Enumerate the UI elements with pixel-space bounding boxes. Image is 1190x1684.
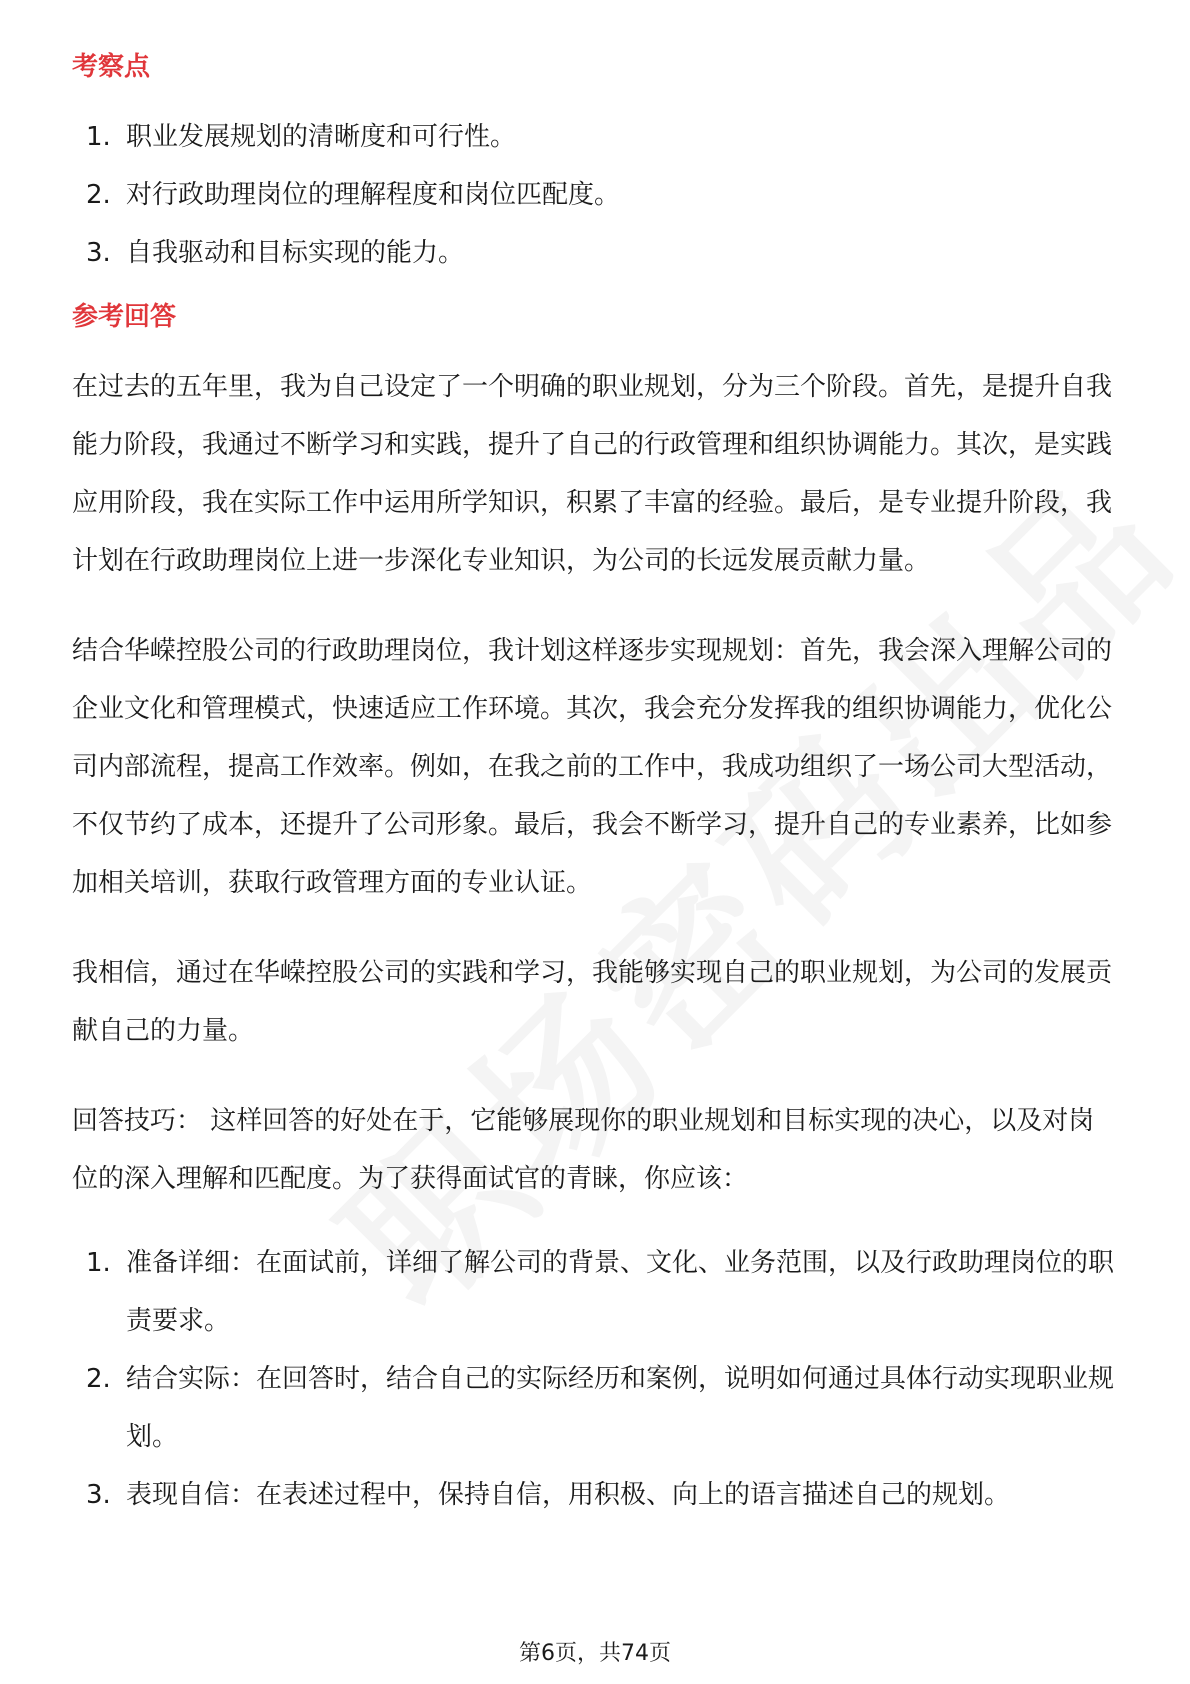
list-number: 2. xyxy=(86,1364,111,1394)
list-item-text: 自我驱动和目标实现的能力。 xyxy=(126,238,465,268)
answer-paragraph-1: 在过去的五年里，我为自己设定了一个明确的职业规划，分为三个阶段。首先，是提升自我能力阶段，我通过不断学习和实践，提升了自己的行政管理和组织协调能力。其次，是实践应用阶段，我在实际工作中运用所学知识，积累了丰富的经验。最后，是专业提升阶段，我计划在行政助理岗位上进一步深化专业知识，为公司的长远发展贡献力量。 xyxy=(72,372,1113,576)
document-body xyxy=(72,48,1118,1524)
list-number: 3. xyxy=(86,1480,111,1510)
answer-paragraph-2: 结合华嵘控股公司的行政助理岗位，我计划这样逐步实现规划：首先，我会深入理解公司的企业文化和管理模式，快速适应工作环境。其次，我会充分发挥我的组织协调能力，优化公司内部流程，提高工作效率。例如，在我之前的工作中，我成功组织了一场公司大型活动，不仅节约了成本，还提升了公司形象。最后，我会不断学习，提升自己的专业素养，比如参加相关培训，获取行政管理方面的专业认证。 xyxy=(72,636,1113,898)
list-item xyxy=(72,108,1118,166)
answer-tips-list xyxy=(72,1234,1118,1524)
list-item xyxy=(72,1350,1118,1466)
list-number: 2. xyxy=(86,180,111,210)
section-title-exam-points: 考察点 xyxy=(72,52,151,82)
list-item xyxy=(72,1234,1118,1350)
list-item-text: 表现自信：在表述过程中，保持自信，用积极、向上的语言描述自己的规划。 xyxy=(126,1480,1011,1510)
list-number: 1. xyxy=(86,1248,111,1278)
list-item-text: 准备详细：在面试前，详细了解公司的背景、文化、业务范围，以及行政助理岗位的职责要求。 xyxy=(126,1248,1115,1336)
list-item xyxy=(72,224,1118,282)
list-item xyxy=(72,1466,1118,1524)
list-number: 3. xyxy=(86,238,111,268)
list-item-text: 结合实际：在回答时，结合自己的实际经历和案例，说明如何通过具体行动实现职业规划。 xyxy=(126,1364,1115,1452)
page-footer: 第6页，共74页 xyxy=(519,1641,671,1666)
section-title-reference-answer: 参考回答 xyxy=(72,302,177,332)
answer-paragraph-3: 我相信，通过在华嵘控股公司的实践和学习，我能够实现自己的职业规划，为公司的发展贡献自己的力量。 xyxy=(72,958,1113,1046)
list-number: 1. xyxy=(86,122,111,152)
list-item xyxy=(72,166,1118,224)
answer-tips-intro: 回答技巧： 这样回答的好处在于，它能够展现你的职业规划和目标实现的决心，以及对岗位的深入理解和匹配度。为了获得面试官的青睐，你应该： xyxy=(72,1106,1095,1194)
list-item-text: 职业发展规划的清晰度和可行性。 xyxy=(126,122,517,152)
list-item-text: 对行政助理岗位的理解程度和岗位匹配度。 xyxy=(126,180,621,210)
exam-points-list xyxy=(72,108,1118,282)
